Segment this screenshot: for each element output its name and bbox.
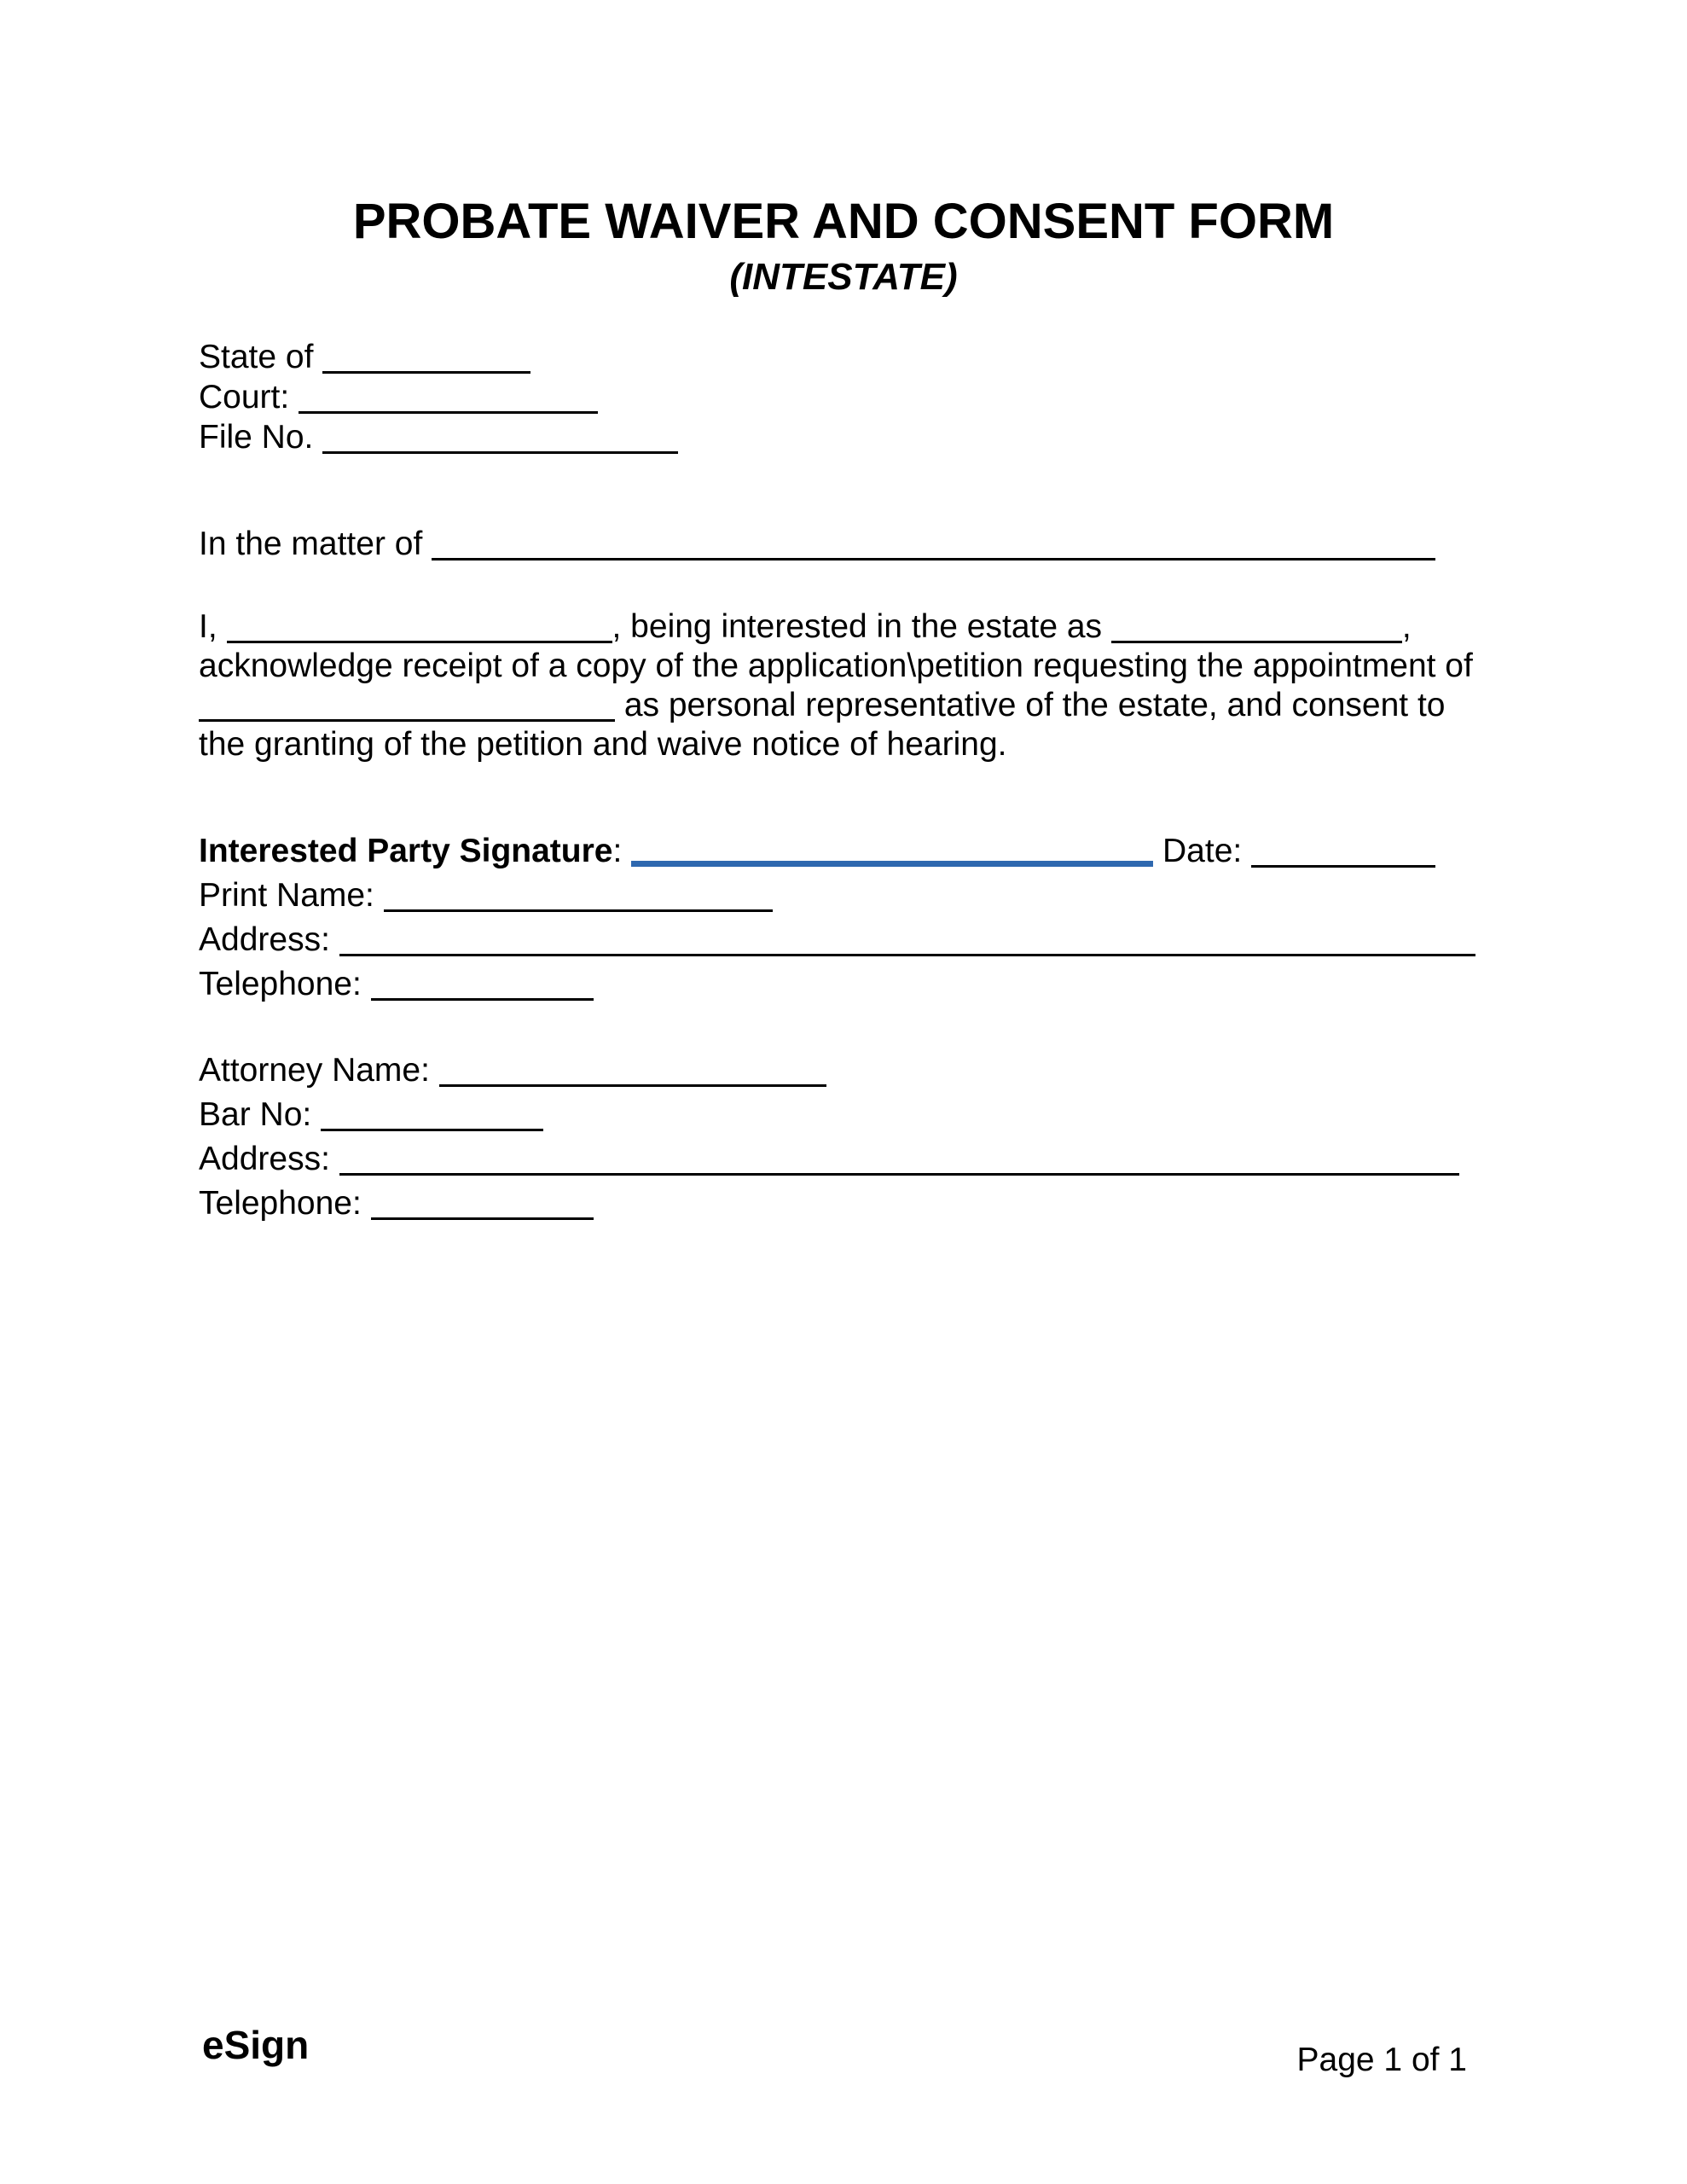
- attorney-block: [199, 1048, 1459, 1226]
- bar-no-label: Bar No:: [199, 1096, 312, 1133]
- page-number: Page 1 of 1: [1296, 2042, 1467, 2078]
- paragraph-seg-after-role: ,: [1401, 608, 1412, 645]
- attorney-telephone-line: [199, 1182, 1459, 1226]
- party-telephone-label: Telephone:: [199, 966, 362, 1002]
- interested-party-block: [199, 829, 1475, 1007]
- attorney-address-label: Address:: [199, 1141, 330, 1177]
- court-blank: [299, 411, 598, 414]
- estate-role-blank: [1111, 641, 1402, 643]
- party-address-label: Address:: [199, 921, 330, 958]
- state-label: State of: [199, 339, 314, 375]
- party-telephone-line: [199, 962, 1475, 1007]
- body-paragraph: [199, 607, 1488, 764]
- document-title: PROBATE WAIVER AND CONSENT FORM: [352, 194, 1335, 249]
- attorney-name-line: [199, 1048, 1459, 1093]
- court-line: [199, 377, 678, 417]
- matter-blank: [432, 558, 1435, 561]
- attorney-address-line: [199, 1137, 1459, 1182]
- party-telephone-blank: [371, 998, 594, 1001]
- attorney-telephone-label: Telephone:: [199, 1185, 362, 1222]
- signature-line: [199, 829, 1475, 874]
- party-address-line: [199, 918, 1475, 962]
- paragraph-seg-i: I,: [199, 608, 217, 645]
- bar-no-line: [199, 1093, 1459, 1137]
- attorney-address-blank: [339, 1173, 1459, 1176]
- attorney-name-label: Attorney Name:: [199, 1052, 430, 1089]
- paragraph-seg-line2: acknowledge receipt of a copy of the application\petition requesting the appointment of: [199, 648, 1473, 684]
- paragraph-seg-after-rep: as personal representative of the estate, and consent to the granting of the petition and waive notice of hearing.: [199, 687, 1446, 763]
- date-label: Date:: [1162, 833, 1243, 869]
- signature-label-colon: :: [612, 833, 623, 869]
- state-blank: [322, 371, 530, 374]
- party-address-blank: [339, 954, 1475, 956]
- print-name-label: Print Name:: [199, 877, 374, 914]
- attorney-telephone-blank: [371, 1217, 594, 1220]
- signature-label: Interested Party Signature: [199, 833, 613, 869]
- state-line: [199, 337, 678, 377]
- court-label: Court:: [199, 379, 290, 415]
- file-no-blank: [322, 451, 678, 454]
- signature-field[interactable]: [631, 861, 1153, 867]
- file-no-label: File No.: [199, 419, 314, 456]
- court-info-block: [199, 337, 678, 457]
- matter-line: [199, 524, 1435, 564]
- representative-name-blank: [199, 719, 615, 722]
- esign-logo: eSign: [202, 2023, 310, 2067]
- document-subtitle: (INTESTATE): [729, 256, 958, 298]
- matter-label: In the matter of: [199, 526, 423, 562]
- file-no-line: [199, 417, 678, 457]
- date-blank: [1251, 865, 1435, 868]
- print-name-blank: [384, 909, 773, 912]
- attorney-name-blank: [439, 1084, 826, 1087]
- paragraph-seg-after-name: , being interested in the estate as: [612, 608, 1103, 645]
- print-name-line: [199, 874, 1475, 918]
- bar-no-blank: [321, 1129, 543, 1131]
- interested-party-name-blank: [227, 641, 612, 643]
